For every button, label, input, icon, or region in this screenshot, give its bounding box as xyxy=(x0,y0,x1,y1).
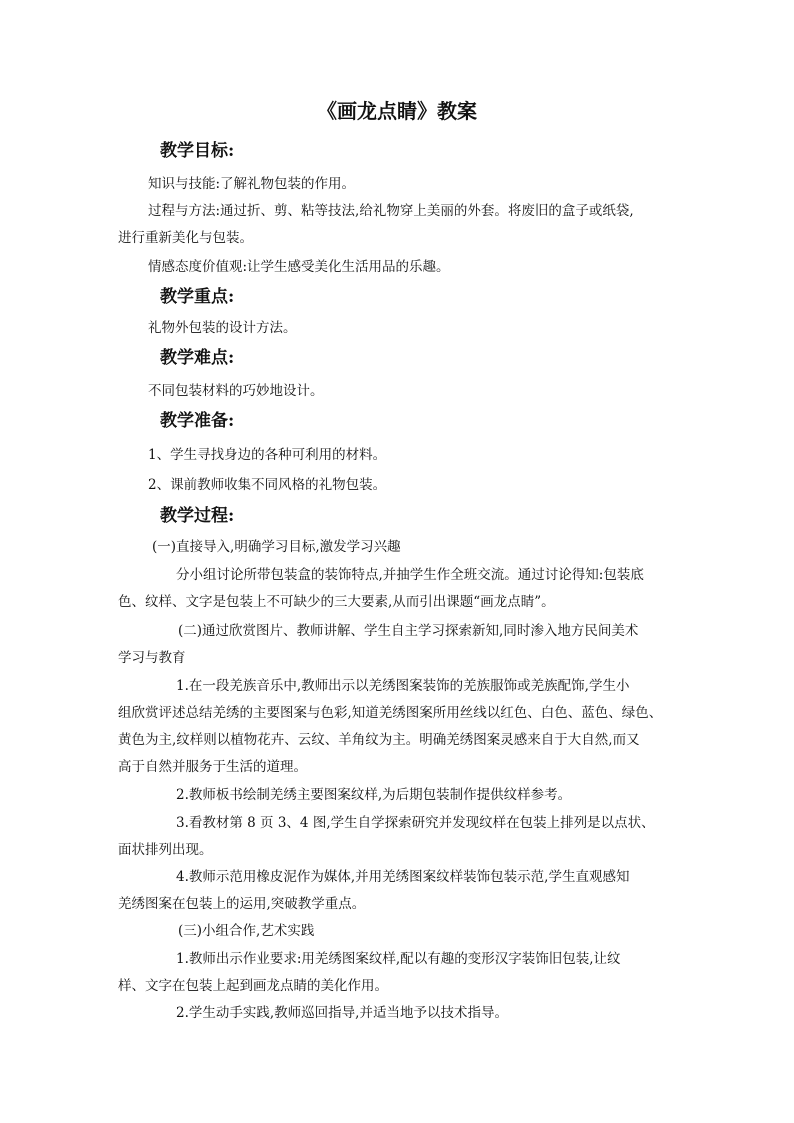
section-1-title: (一)直接导入,明确学习目标,激发学习兴趣 xyxy=(152,539,401,555)
goal-knowledge: 知识与技能:了解礼物包装的作用。 xyxy=(148,176,356,192)
preparation-item-2: 2、课前教师收集不同风格的礼物包装。 xyxy=(148,477,387,493)
key-points-heading: 教学重点: xyxy=(160,287,235,307)
section-2-item-3-line-1: 3.看教材第 8 页 3、4 图,学生自学探索研究并发现纹样在包装上排列是以点状、 xyxy=(176,815,655,831)
key-points-text: 礼物外包装的设计方法。 xyxy=(148,320,297,336)
section-3-item-1-line-2: 样、文字在包装上起到画龙点睛的美化作用。 xyxy=(118,978,388,994)
section-2-item-1-line-1: 1.在一段羌族音乐中,教师出示以羌绣图案装饰的羌族服饰或羌族配饰,学生小 xyxy=(176,678,630,694)
document-title: 《画龙点睛》教案 xyxy=(317,99,477,123)
goal-process-line-1: 过程与方法:通过折、剪、粘等技法,给礼物穿上美丽的外套。将废旧的盒子或纸袋, xyxy=(148,203,634,219)
section-2-item-3-line-2: 面状排列出现。 xyxy=(118,842,213,858)
teaching-goals-heading: 教学目标: xyxy=(160,141,235,161)
section-2-item-1-line-4: 高于自然并服务于生活的道理。 xyxy=(118,759,307,775)
section-3-title: (三)小组合作,艺术实践 xyxy=(178,923,315,939)
section-1-para-line-2: 色、纹样、文字是包装上不可缺少的三大要素,从而引出课题“画龙点睛”。 xyxy=(118,594,555,610)
section-1-para-line-1: 分小组讨论所带包装盒的装饰特点,并抽学生作全班交流。通过讨论得知:包装底 xyxy=(176,567,644,583)
difficulties-heading: 教学难点: xyxy=(160,348,235,368)
section-3-item-1-line-1: 1.教师出示作业要求:用羌绣图案纹样,配以有趣的变形汉字装饰旧包装,让纹 xyxy=(176,951,621,967)
section-3-item-2: 2.学生动手实践,教师巡回指导,并适当地予以技术指导。 xyxy=(176,1005,508,1021)
section-2-title-line-1: (二)通过欣赏图片、教师讲解、学生自主学习探索新知,同时渗入地方民间美术 xyxy=(178,623,639,639)
preparation-item-1: 1、学生寻找身边的各种可利用的材料。 xyxy=(148,447,387,463)
goal-emotion: 情感态度价值观:让学生感受美化生活用品的乐趣。 xyxy=(148,259,450,275)
section-2-item-1-line-3: 黄色为主,纹样则以植物花卉、云纹、羊角纹为主。明确羌绣图案灵感来自于大自然,而又 xyxy=(118,732,640,748)
goal-process-line-2: 进行重新美化与包装。 xyxy=(118,230,253,246)
section-2-item-2: 2.教师板书绘制羌绣主要图案纹样,为后期包装制作提供纹样参考。 xyxy=(176,787,572,803)
difficulties-text: 不同包装材料的巧妙地设计。 xyxy=(148,383,324,399)
section-2-title-line-2: 学习与教育 xyxy=(118,650,186,666)
section-2-item-4-line-1: 4.教师示范用橡皮泥作为媒体,并用羌绣图案纹样装饰包装示范,学生直观感知 xyxy=(176,869,630,885)
section-2-item-1-line-2: 组欣赏评述总结羌绣的主要图案与色彩,知道羌绣图案所用丝线以红色、白色、蓝色、绿色、 xyxy=(118,705,663,721)
process-heading: 教学过程: xyxy=(160,506,235,526)
preparation-heading: 教学准备: xyxy=(160,411,235,431)
section-2-item-4-line-2: 羌绣图案在包装上的运用,突破教学重点。 xyxy=(118,896,366,912)
